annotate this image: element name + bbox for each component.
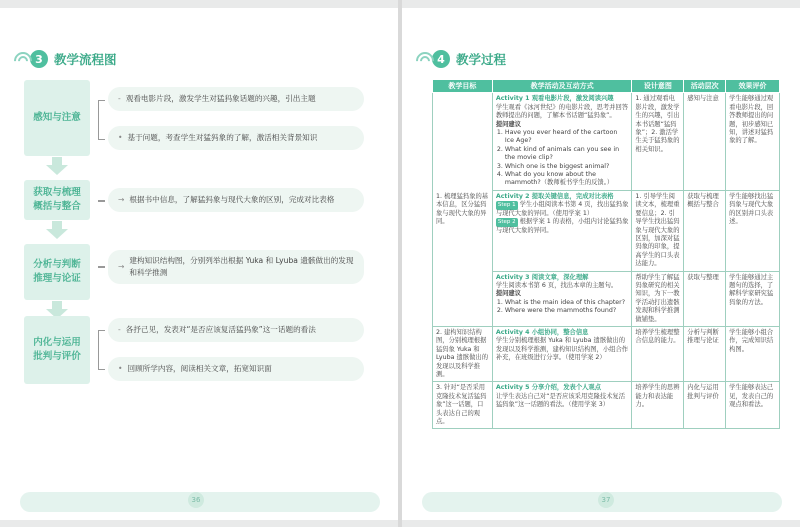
step-text: 学生小组阅读本书第 4 页，找出猛犸象与现代大象的异同。（使用学案 1） <box>495 201 629 217</box>
step-badge: Step 1 <box>497 202 516 209</box>
section-heading-process <box>416 50 506 68</box>
flow-arrow-icon <box>46 229 68 239</box>
level-cell: 感知与注意 <box>684 93 726 190</box>
activity-title: Activity 4 小组协同，整合信息 <box>495 328 589 336</box>
stage-obtain <box>24 180 90 220</box>
teaching-process-table <box>432 79 780 429</box>
stage-perceive <box>24 80 90 156</box>
question-label: 提问建议 <box>495 290 522 298</box>
connector-bracket <box>98 330 105 370</box>
level-cell: 获取与整理 <box>684 271 726 326</box>
list-item: 3. Which one is the biggest animal? <box>505 163 629 171</box>
signal-decoration-icon <box>14 52 28 66</box>
stage-label: 推理与论证 <box>33 273 81 284</box>
activity-cell <box>492 326 632 381</box>
intent-cell: 帮助学生了解猛犸象研究的相关知识，为下一教学活动打出遗骸发现和科学推测做铺垫。 <box>632 271 684 326</box>
level-cell: 获取与梳理概括与整合 <box>684 190 726 271</box>
activity-title: Activity 1 观看电影片段，激发阅读兴趣 <box>495 95 614 103</box>
activity-cell <box>492 190 632 271</box>
question-list <box>496 299 629 316</box>
flow-card: → 根据书中信息，了解猛犸象与现代大象的区别，完成对比表格 <box>108 188 364 212</box>
activity-text: 让学生表达自己对“是否应该采用克隆技术复活猛犸象”这一话题的看法。（使用学案 3） <box>495 392 626 409</box>
step-text: 根据学案 1 的表格，小组内讨论猛犸象与现代大象的异同。 <box>495 218 629 234</box>
card-text: 基于问题，考查学生对猛犸象的了解，激活相关背景知识 <box>127 133 318 142</box>
question-list <box>496 129 629 188</box>
intent-cell: 1. 引导学生阅读文本，梳理重要信息；2. 引导学生找出猛犸象与现代大象的区别，加深对猛犸象的印象，提高学生的口头表达能力。 <box>632 190 684 271</box>
activity-cell <box>492 382 632 429</box>
intent-cell: 培养学生的思辨能力和表达能力。 <box>632 382 684 429</box>
activity-cell <box>492 271 632 326</box>
stage-label: 批判与评价 <box>33 351 81 362</box>
list-item: 1. What is the main idea of this chapter? <box>505 299 629 307</box>
flow-card: → 建构知识结构图，分别列举出根据 Yuka 和 Lyuba 遗骸做出的发现和科学推测 <box>108 250 364 284</box>
section-title: 教学流程图 <box>54 52 117 67</box>
evaluation-cell: 学生能够找出猛犸象与现代大象的区别并口头表述。 <box>726 190 780 271</box>
card-text: 回顾所学内容，阅读相关文章，拓宽知识面 <box>127 364 272 373</box>
signal-decoration-icon <box>416 52 430 66</box>
stage-label: 分析与判断 <box>33 259 81 270</box>
step-badge: Step 2 <box>497 219 516 226</box>
evaluation-cell: 学生能够小组合作，完成知识结构图。 <box>726 326 780 381</box>
goal-cell: 3. 针对“是否采用克隆技术复活猛犸象”这一话题，口头表达自己的观点。 <box>433 382 493 429</box>
page-number: 36 <box>188 492 204 508</box>
column-header: 教学活动及互动方式 <box>492 80 632 93</box>
intent-cell: 培养学生梳理整合信息的能力。 <box>632 326 684 381</box>
activity-cell <box>492 93 632 190</box>
level-cell: 分析与判断推理与论证 <box>684 326 726 381</box>
stage-internalize <box>24 316 90 384</box>
activity-title: Activity 3 阅读文章，深化理解 <box>495 273 589 281</box>
stage-label: 概括与整合 <box>33 201 81 212</box>
connector-bracket <box>98 266 105 268</box>
list-item: 2. What kind of animals can you see in the movie clip? <box>505 146 629 163</box>
stage-label: 内化与运用 <box>33 337 81 348</box>
activity-title: Activity 5 分享介绍，发表个人观点 <box>495 384 602 392</box>
flow-arrow-icon <box>46 165 68 175</box>
list-item: 2. Where were the mammoths found? <box>505 307 629 315</box>
card-text: 建构知识结构图，分别列举出根据 Yuka 和 Lyuba 遗骸做出的发现和科学推测 <box>129 256 354 277</box>
evaluation-cell: 学生能够表达己见，发表自己的观点和看法。 <box>726 382 780 429</box>
right-page <box>402 8 800 520</box>
list-item: 1. Have you ever heard of the cartoon Ice Age? <box>505 129 629 146</box>
flow-card: - 各抒己见，发表对“是否应该复活猛犸象”这一话题的看法 <box>108 318 364 342</box>
intent-cell: 1. 通过观看电影片段，激发学生的兴趣，引出本书话题“猛犸象”；2. 激活学生关于猛犸象的相关知识。 <box>632 93 684 190</box>
column-header: 活动层次 <box>684 80 726 93</box>
evaluation-cell: 学生能够通过主题句的选择，了解科学家研究猛犸象的方法。 <box>726 271 780 326</box>
stage-label: 获取与梳理 <box>33 187 81 198</box>
activity-step <box>496 201 629 218</box>
page-number: 37 <box>598 492 614 508</box>
card-text: 各抒己见，发表对“是否应该复活猛犸象”这一话题的看法 <box>125 325 316 334</box>
connector-bracket <box>98 100 105 140</box>
table-row <box>433 326 780 381</box>
table-row <box>433 382 780 429</box>
activity-text: 学生分别梳理根据 Yuka 和 Lyuba 遗骸做出的发现以及科学推测，建构知识结构图，小组合作补充，在班级进行分享。（使用学案 2） <box>495 337 629 362</box>
card-text: 观看电影片段，激发学生对猛犸象话题的兴趣，引出主题 <box>125 94 316 103</box>
list-item: 4. What do you know about the mammoth?（教师板书学生的反馈。） <box>505 171 629 188</box>
table-row <box>433 93 780 190</box>
table-header-row <box>433 80 780 93</box>
goal-cell: 2. 建构知识结构图，分别梳理根据猛犸象 Yuka 和 Lyuba 遗骸做出的发现以及科学推测。 <box>433 326 493 381</box>
section-title: 教学过程 <box>456 52 507 67</box>
section-number-badge: 4 <box>432 50 450 68</box>
card-text: 根据书中信息，了解猛犸象与现代大象的区别，完成对比表格 <box>129 195 335 204</box>
flow-card: - 观看电影片段，激发学生对猛犸象话题的兴趣，引出主题 <box>108 87 364 111</box>
left-page <box>0 8 398 520</box>
connector-bracket <box>98 200 105 202</box>
section-number-badge: 3 <box>30 50 48 68</box>
column-header: 效果评价 <box>726 80 780 93</box>
flow-card: • 回顾所学内容，阅读相关文章，拓宽知识面 <box>108 357 364 381</box>
goal-cell: 1. 梳理猛犸象的基本信息，区分猛犸象与现代大象的异同。 <box>433 93 493 327</box>
flow-card: • 基于问题，考查学生对猛犸象的了解，激活相关背景知识 <box>108 126 364 150</box>
activity-title: Activity 2 提取关键信息，完成对比表格 <box>495 192 614 200</box>
stage-analyze <box>24 244 90 300</box>
stage-label: 感知与注意 <box>33 112 81 123</box>
column-header: 教学目标 <box>433 80 493 93</box>
column-header: 设计意图 <box>632 80 684 93</box>
level-cell: 内化与运用批判与评价 <box>684 382 726 429</box>
question-label: 提问建议 <box>495 120 522 128</box>
activity-text: 学生阅读本书第 6 页，找出本章的主题句。 <box>495 281 618 289</box>
section-heading-flowchart <box>14 50 117 68</box>
activity-step <box>496 218 629 235</box>
evaluation-cell: 学生能够通过观看电影片段，回答教师提出的问题，初步感知已知，讲述对猛犸象的了解。 <box>726 93 780 190</box>
activity-text: 学生观看《冰河世纪》的电影片段，思考并回答教师提出的问题，了解本书话题“猛犸象”。 <box>495 103 629 120</box>
